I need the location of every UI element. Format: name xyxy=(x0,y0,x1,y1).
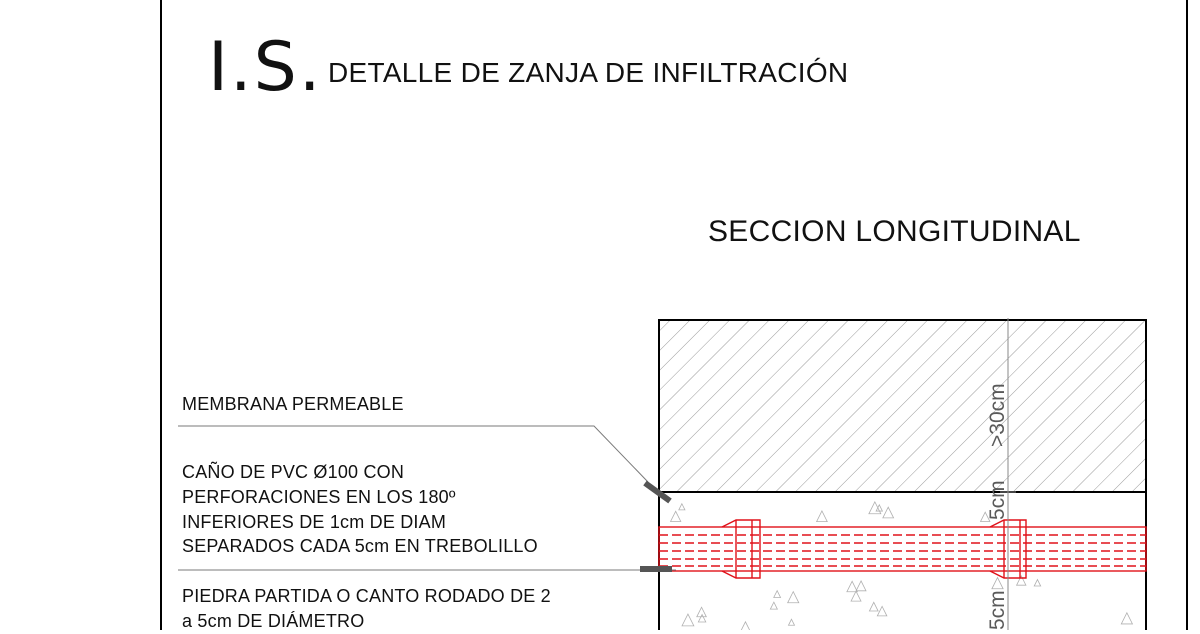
gravel-stone xyxy=(883,507,894,518)
pvc-pipe xyxy=(659,520,1146,578)
gravel-stone xyxy=(698,615,705,622)
gravel-stone xyxy=(1034,580,1040,586)
gravel-stone xyxy=(869,602,878,611)
gravel-stone xyxy=(1121,613,1132,624)
gravel-stone xyxy=(788,592,799,603)
sheet-title: DETALLE DE ZANJA DE INFILTRACIÓN xyxy=(328,57,849,88)
dimension-upper-gravel: 5cm xyxy=(986,480,1009,520)
gravel-stone xyxy=(671,511,681,521)
pipe-label-line-3: INFERIORES DE 1cm DE DIAM xyxy=(182,512,447,532)
gravel-stone xyxy=(869,502,881,514)
gravel-stone xyxy=(856,581,866,591)
gravel-stone xyxy=(770,602,777,609)
gravel-stone xyxy=(788,619,794,625)
gravel-stone xyxy=(877,606,887,616)
backfill-soil-layer xyxy=(659,320,1146,492)
gravel-stone xyxy=(817,511,828,522)
pipe-label-line-2: PERFORACIONES EN LOS 180º xyxy=(182,487,456,507)
gravel-stone xyxy=(774,591,781,598)
dimension-top-fill: >30cm xyxy=(986,383,1009,447)
gravel-stone xyxy=(992,578,1003,589)
gravel-stone xyxy=(847,581,857,591)
stone-label-line-1: PIEDRA PARTIDA O CANTO RODADO DE 2 xyxy=(182,586,551,606)
section-title: SECCION LONGITUDINAL xyxy=(708,215,1081,248)
sheet-code: I.S. xyxy=(208,28,323,107)
pipe-label-line-4: SEPARADOS CADA 5cm EN TREBOLILLO xyxy=(182,536,538,556)
gravel-stone xyxy=(851,591,861,601)
gravel-stone xyxy=(679,504,685,510)
dimension-lower-gravel: 5cm xyxy=(986,590,1009,630)
stone-label-line-2: a 5cm DE DIÁMETRO xyxy=(182,611,365,631)
membrane-label: MEMBRANA PERMEABLE xyxy=(182,394,404,414)
gravel-stone xyxy=(1017,576,1026,585)
pipe-label-line-1: CAÑO DE PVC Ø100 CON xyxy=(182,462,405,482)
gravel-stone xyxy=(741,622,750,630)
membrane-leader-line xyxy=(178,426,648,482)
gravel-stone xyxy=(682,614,694,626)
pipe-coupling-left xyxy=(722,520,760,578)
